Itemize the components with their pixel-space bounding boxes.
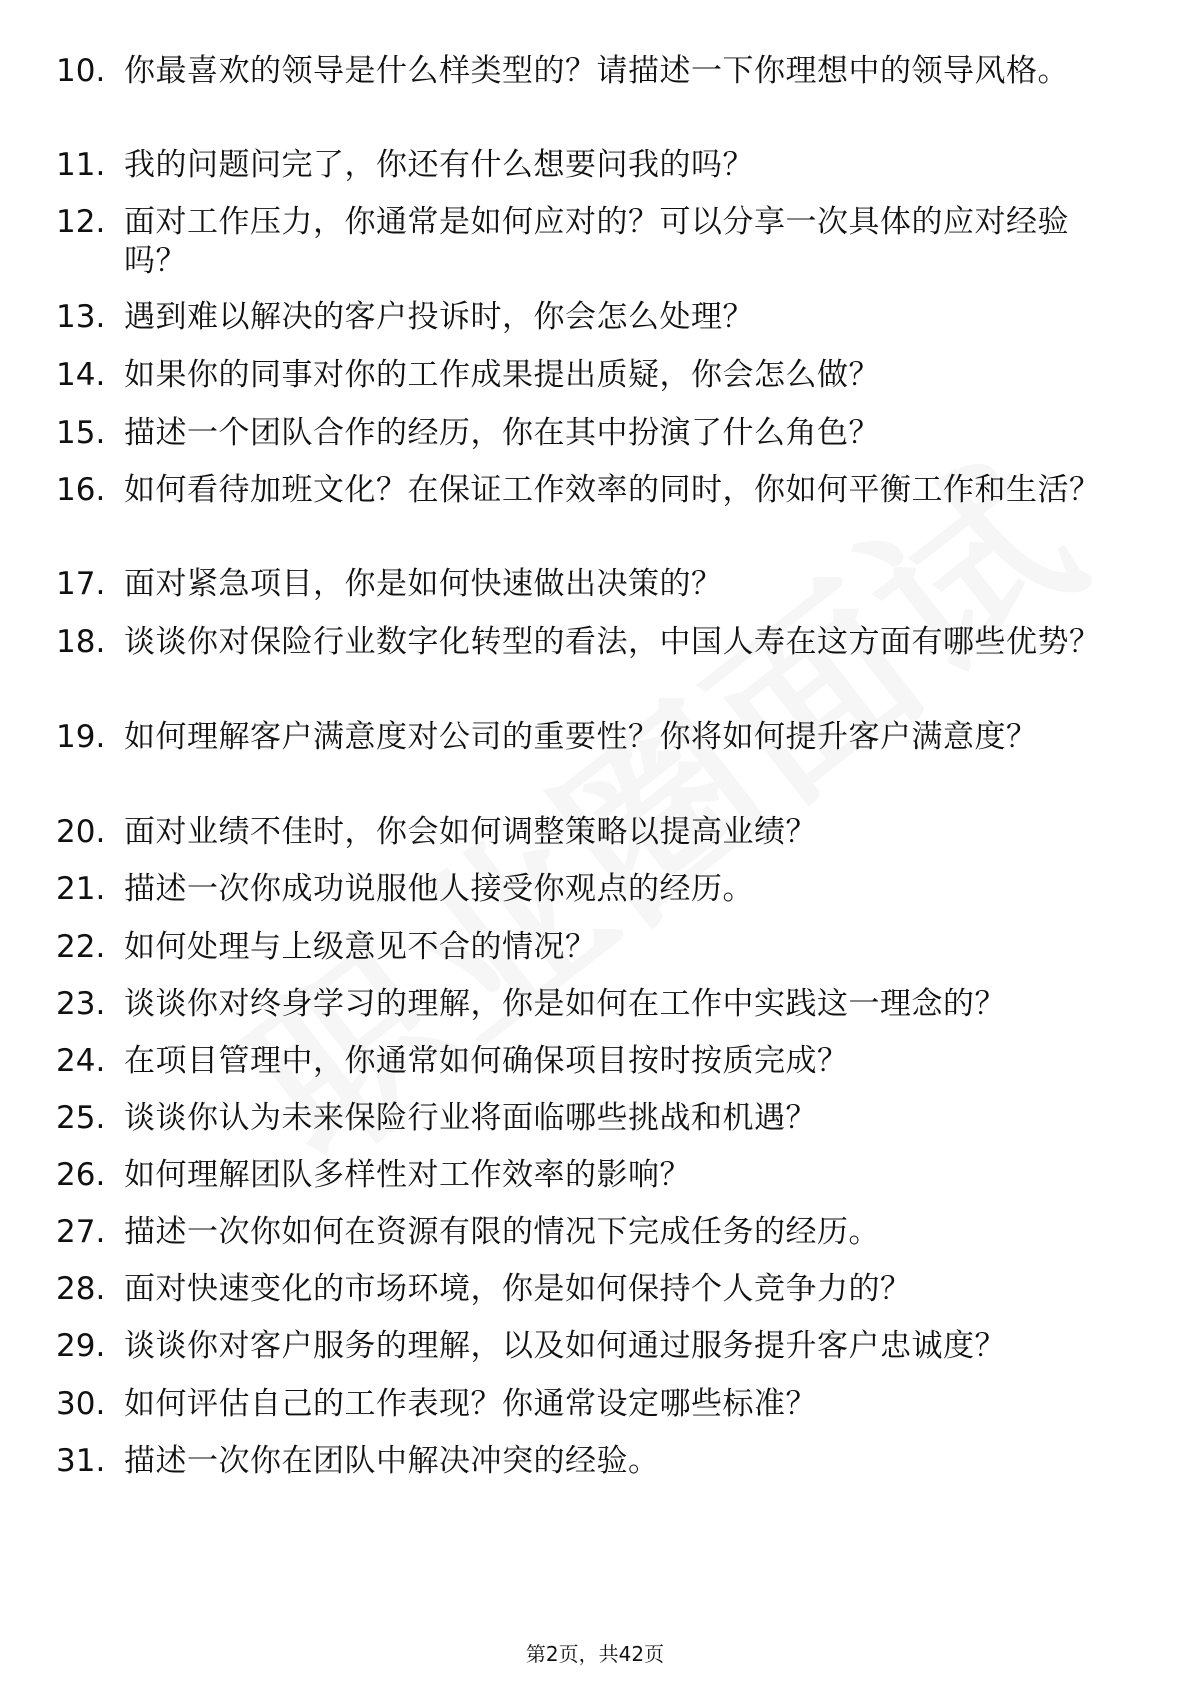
question-text: 面对业绩不佳时，你会如何调整策略以提高业绩？ (124, 814, 817, 850)
question-number: 16. (56, 472, 106, 508)
question-number: 24. (56, 1043, 106, 1079)
question-text: 描述一次你在团队中解决冲突的经验。 (124, 1443, 660, 1479)
question-text: 如何处理与上级意见不合的情况？ (124, 929, 597, 965)
question-text: 遇到难以解决的客户投诉时，你会怎么处理？ (124, 299, 754, 335)
question-text: 你最喜欢的领导是什么样类型的？请描述一下你理想中的领导风格。 (124, 53, 1069, 89)
question-number: 31. (56, 1443, 106, 1479)
question-text: 如何评估自己的工作表现？你通常设定哪些标准？ (124, 1386, 817, 1422)
question-number: 13. (56, 299, 106, 335)
page-footer (0, 1640, 1190, 1668)
question-number: 22. (56, 929, 106, 965)
question-text: 谈谈你对终身学习的理解，你是如何在工作中实践这一理念的？ (124, 986, 1006, 1022)
question-number: 26. (56, 1157, 106, 1193)
question-text: 如何理解客户满意度对公司的重要性？你将如何提升客户满意度？ (124, 719, 1038, 755)
question-number: 27. (56, 1214, 106, 1250)
page-number-label: 第2页，共42页 (525, 1642, 665, 1666)
question-number: 23. (56, 986, 106, 1022)
question-text: 如果你的同事对你的工作成果提出质疑，你会怎么做？ (124, 357, 880, 393)
question-text: 在项目管理中，你通常如何确保项目按时按质完成？ (124, 1043, 849, 1079)
question-number: 18. (56, 624, 106, 660)
question-number: 12. (56, 204, 106, 240)
question-number: 25. (56, 1100, 106, 1136)
question-text: 面对紧急项目，你是如何快速做出决策的？ (124, 566, 723, 602)
question-text: 谈谈你认为未来保险行业将面临哪些挑战和机遇？ (124, 1100, 817, 1136)
question-number: 15. (56, 415, 106, 451)
question-number: 21. (56, 871, 106, 907)
question-text: 谈谈你对客户服务的理解，以及如何通过服务提升客户忠诚度？ (124, 1328, 1006, 1364)
question-text: 如何看待加班文化？在保证工作效率的同时，你如何平衡工作和生活？ (124, 472, 1101, 508)
question-text: 面对快速变化的市场环境，你是如何保持个人竞争力的？ (124, 1271, 912, 1307)
question-text: 描述一次你成功说服他人接受你观点的经历。 (124, 871, 754, 907)
question-number: 30. (56, 1386, 106, 1422)
question-number: 19. (56, 719, 106, 755)
question-number: 10. (56, 53, 106, 89)
question-number: 20. (56, 814, 106, 850)
question-text: 谈谈你对保险行业数字化转型的看法，中国人寿在这方面有哪些优势？ (124, 624, 1101, 660)
question-text: 面对工作压力，你通常是如何应对的？可以分享一次具体的应对经验吗？ (124, 204, 1069, 279)
question-number: 11. (56, 147, 106, 183)
question-number: 14. (56, 357, 106, 393)
question-number: 29. (56, 1328, 106, 1364)
question-text: 我的问题问完了，你还有什么想要问我的吗？ (124, 147, 754, 183)
question-text: 描述一个团队合作的经历，你在其中扮演了什么角色？ (124, 415, 880, 451)
question-number: 17. (56, 566, 106, 602)
question-text: 如何理解团队多样性对工作效率的影响？ (124, 1157, 691, 1193)
question-text: 描述一次你如何在资源有限的情况下完成任务的经历。 (124, 1214, 880, 1250)
question-number: 28. (56, 1271, 106, 1307)
